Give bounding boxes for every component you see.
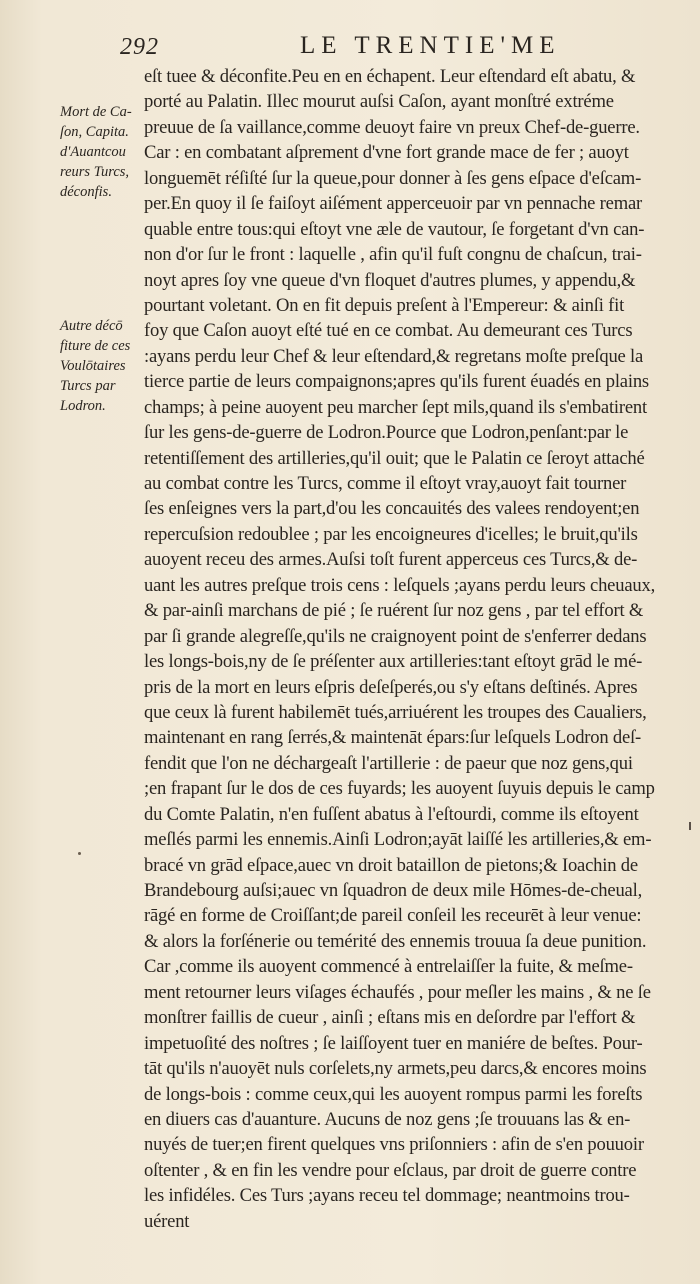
margin-note (60, 102, 138, 202)
text-line: :ayans perdu leur Chef & leur eſtendard,& regretans moſte preſque la (144, 345, 644, 367)
text-line: longuemēt réſiſté ſur la queue,pour donner à ſes gens eſpace d'eſcam- (144, 167, 642, 189)
text-line: champs; à peine auoyent peu marcher ſept mils,quand ils s'embatirent (144, 396, 647, 418)
text-line: ;en frapant ſur le dos de ces fuyards; les auoyent ſuyuis depuis le camp (144, 778, 655, 800)
margin-note-line: Mort de Ca- (60, 104, 132, 120)
running-title: LE TRENTIE'ME (300, 32, 561, 59)
text-line: noyt apres ſoy vne queue d'vn floquet d'autres plumes, y appendu,& (144, 269, 636, 291)
text-line: non d'or ſur le front : laquelle , afin qu'il fuſt congnu de chaſcun, trai- (144, 244, 642, 266)
text-line: ſur les gens-de-guerre de Lodron.Pource que Lodron,penſant:par le (144, 422, 629, 444)
text-line: en diuers cas d'auanture. Aucuns de noz gens ;ſe trouuans las & en- (144, 1108, 631, 1130)
margin-note-line: déconfis. (60, 184, 112, 200)
text-line: oſtenter , & en fin les vendre pour eſclaus, par droit de guerre contre (144, 1159, 637, 1181)
text-line: auoyent receu des armes.Auſsi toſt furent apperceus ces Turcs,& de- (144, 549, 638, 571)
text-line: retentiſſement des artilleries,qu'il ouit; que le Palatin ce ſeroyt attaché (144, 447, 645, 469)
text-line: pourtant voletant. On en fit depuis preſent à l'Empereur: & ainſi fit (144, 294, 625, 316)
margin-dot (78, 852, 81, 855)
text-line: uant les autres preſque trois cens : leſquels ;ayans perdu leurs cheuaux, (144, 574, 656, 596)
text-line: porté au Palatin. Illec mourut auſsi Caſon, ayant monſtré extréme (144, 91, 614, 113)
text-line: uérent (144, 1210, 190, 1232)
text-line: meſlés parmi les ennemis.Ainſi Lodron;ayāt laiſſé les artilleries,& em- (144, 829, 652, 851)
text-line: & alors la forſénerie ou temérité des ennemis trouua ſa deue punition. (144, 930, 647, 952)
margin-note-line: ſon, Capita. (60, 124, 129, 140)
text-line: de longs-bois : comme ceux,qui les auoyent rompus parmi les foreſts (144, 1083, 643, 1105)
text-line: fendit que l'on ne déchargeaſt l'artillerie : de paeur que noz gens,qui (144, 752, 633, 774)
text-line: les infidéles. Ces Turs ;ayans receu tel dommage; neantmoins trou- (144, 1185, 630, 1207)
text-line: ment retourner leurs viſages échaufés , pour meſler les mains , & ne ſe (144, 981, 651, 1003)
text-line: & par-ainſi marchans de pié ; ſe ruérent ſur noz gens , par tel effort & (144, 600, 644, 622)
margin-tick (689, 822, 691, 830)
margin-note-line: reurs Turcs, (60, 164, 130, 180)
text-line: bracé vn grād eſpace,auec vn droit bataillon de pietons;& Ioachin de (144, 854, 638, 876)
text-line: preuue de ſa vaillance,comme deuoyt faire vn preux Chef-de-guerre. (144, 116, 640, 138)
text-line: foy que Caſon auoyt eſté tué en ce combat. Au demeurant ces Turcs (144, 320, 633, 342)
page-header (120, 30, 680, 60)
margin-note-line: d'Auantcou (60, 144, 126, 160)
body-text (144, 64, 684, 1234)
text-line: maintenant en rang ſerrés,& maintenāt épars:ſur leſquels Lodron deſ- (144, 727, 642, 749)
text-line: du Comte Palatin, n'en fuſſent abatus à l'eſtourdi, comme ils eſtoyent (144, 803, 639, 825)
text-line: impetuoſité des noſtres ; ſe laiſſoyent tuer en maniére de beſtes. Pour- (144, 1032, 643, 1054)
text-line: pris de la mort en leurs eſpris deſeſperés,ou s'y eſtans deſtinés. Apres (144, 676, 638, 698)
text-line: per.En quoy il ſe faiſoyt aiſément apperceuoir par vn pennache remar (144, 193, 643, 215)
text-line: Car ,comme ils auoyent commencé à entrelaiſſer la fuite, & meſme- (144, 956, 633, 978)
text-line: quable entre tous:qui eſtoyt vne æle de vautour, ſe forgetant d'vn can- (144, 218, 645, 240)
margin-note-line: Autre décō (60, 318, 123, 334)
text-line: monſtrer faillis de cueur , ainſi ; eſtans mis en deſordre par l'effort & (144, 1007, 636, 1029)
page-number: 292 (120, 34, 159, 60)
text-line: par ſi grande alegreſſe,qu'ils ne craignoyent point de s'enferrer dedans (144, 625, 647, 647)
text-line: au combat contre les Turcs, comme il eſtoyt vray,auoyt fait tourner (144, 473, 627, 494)
text-line: que ceux là furent habilemēt tués,arriuérent les troupes des Caualiers, (144, 701, 647, 723)
text-line: Car : en combatant aſprement d'vne fort grande mace de fer ; auoyt (144, 142, 629, 164)
margin-note-line: Turcs par (60, 378, 116, 394)
text-line: rāgé en forme de Croiſſant;de pareil conſeil les receurēt à leur venue: (144, 905, 642, 927)
text-line: Brandebourg auſsi;auec vn ſquadron de deux mile Hōmes-de-cheual, (144, 880, 643, 901)
text-line: nuyés de tuer;en firent quelques vns priſonniers : afin de s'en pouuoir (144, 1134, 644, 1156)
text-line: les longs-bois,ny de ſe préſenter aux artilleries:tant eſtoyt grād le mé- (144, 651, 643, 673)
text-line: tierce partie de leurs compaignons;apres qu'ils furent éuadés en plains (144, 371, 649, 393)
margin-note-line: Lodron. (60, 398, 106, 414)
text-line: eſt tuee & déconfite.Peu en en échapent. Leur eſtendard eſt abatu, & (144, 66, 636, 87)
margin-note (60, 316, 138, 416)
text-line: ſes enſeignes vers la part,d'ou les concauités des valees rendoyent;en (144, 498, 640, 520)
text-line: tāt qu'ils n'auoyēt nuls corſelets,ny armets,peu darcs,& encores moins (144, 1058, 647, 1080)
margin-note-line: fiture de ces (60, 338, 131, 354)
text-line: repercuſsion redoublee ; par les encoigneures d'icelles; le bruit,qu'ils (144, 523, 638, 545)
margin-note-line: Voulōtaires (60, 358, 126, 374)
